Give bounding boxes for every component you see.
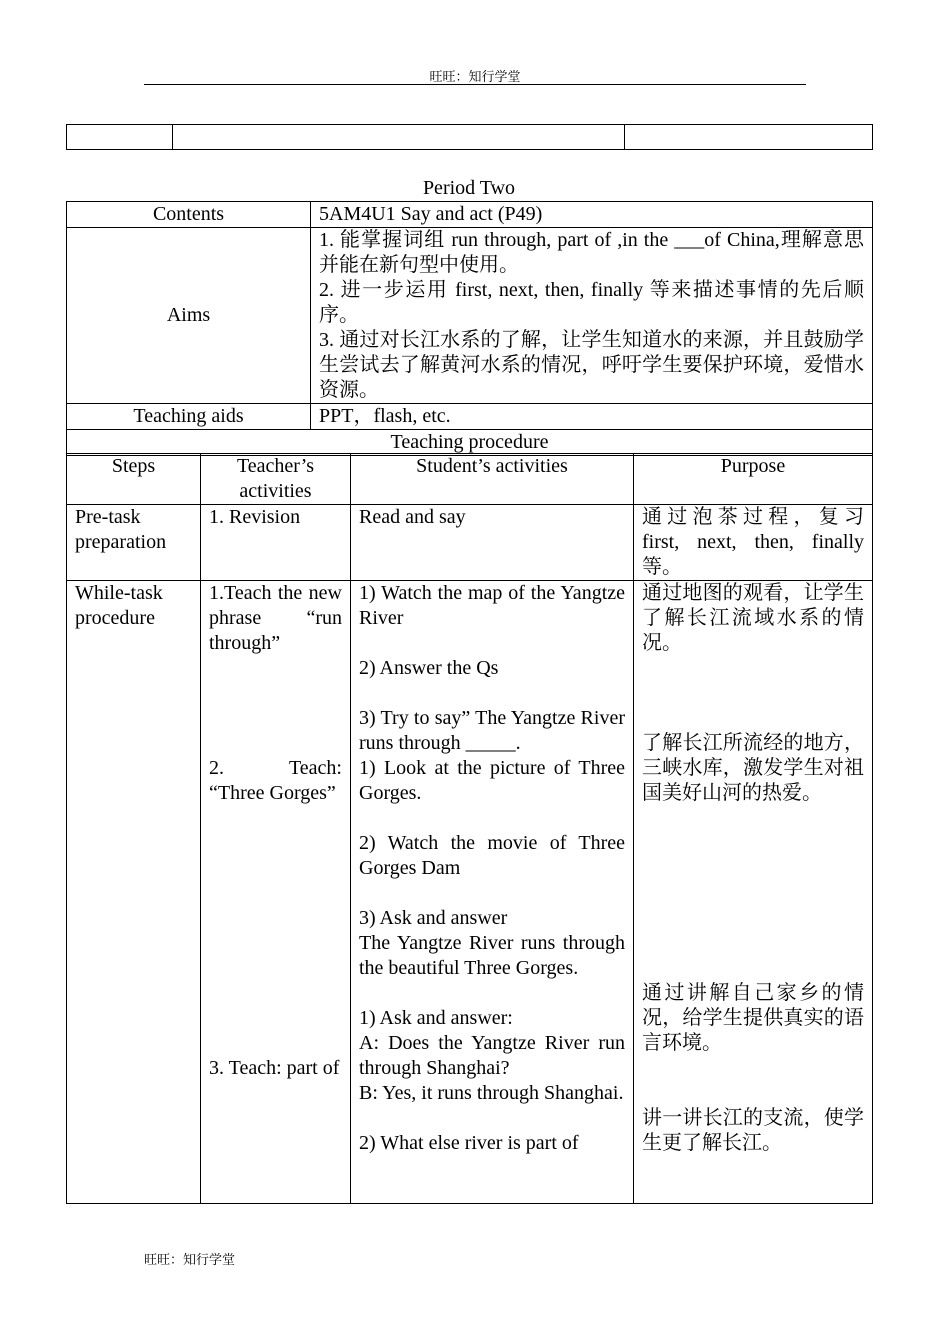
student-activity: 1) Watch the map of the Yangtze River — [359, 582, 625, 629]
while-teacher — [201, 581, 351, 1204]
empty-table — [66, 124, 873, 150]
empty-cell — [625, 125, 873, 150]
pre-teacher: 1. Revision — [201, 505, 351, 581]
aims-label: Aims — [67, 228, 311, 404]
purpose-2: 了解长江所流经的地方，三峡水库，激发学生对祖国美好山河的热爱。 — [642, 732, 864, 804]
contents-value: 5AM4U1 Say and act (P49) — [311, 202, 873, 228]
student-activity: 3) Ask and answer — [359, 907, 508, 929]
student-activity: 1) Ask and answer: — [359, 1007, 513, 1029]
student-activity: 1) Look at the picture of Three Gorges. — [359, 757, 625, 804]
student-activity: 3) Try to say” The Yangtze River runs through _____. — [359, 707, 625, 754]
pre-purpose: 通过泡茶过程，复习 first, next, then, finally 等。 — [634, 505, 873, 581]
while-student — [351, 581, 634, 1204]
student-activity: 2) What else river is part of — [359, 1132, 579, 1154]
period-title: Period Two — [422, 177, 516, 199]
teacher-activity-3: 3. Teach: part of — [209, 1057, 340, 1079]
purpose-4: 讲一讲长江的支流，使学生更了解长江。 — [642, 1107, 864, 1154]
page-footer: 旺旺：知行学堂 — [144, 1252, 236, 1267]
purpose-3: 通过讲解自己家乡的情况，给学生提供真实的语言环境。 — [642, 982, 864, 1054]
teacher-activity-2: 2. Teach: “Three Gorges” — [209, 757, 342, 804]
teacher-activity-1: 1.Teach the new phrase “run through” — [209, 582, 342, 654]
while-step: While-task procedure — [67, 581, 201, 1204]
aim-1: 1. 能掌握词组 run through, part of ,in the ___of China,理解意思并能在新句型中使用。 — [319, 229, 864, 276]
lesson-info-table — [66, 201, 873, 456]
aim-3: 3. 通过对长江水系的了解，让学生知道水的来源，并且鼓励学生尝试去了解黄河水系的情况，呼吁学生要保护环境，爱惜水资源。 — [319, 329, 864, 401]
procedure-table — [66, 453, 873, 1204]
page-header: 旺旺：知行学堂 — [429, 69, 521, 84]
pre-step: Pre-task preparation — [67, 505, 201, 581]
header-teacher: Teacher’s activities — [201, 454, 351, 505]
procedure-label: Teaching procedure — [67, 430, 873, 456]
contents-label: Contents — [67, 202, 311, 228]
header-student: Student’s activities — [351, 454, 634, 505]
student-activity: 2) Watch the movie of Three Gorges Dam — [359, 832, 625, 879]
aims-value — [311, 228, 873, 404]
while-purpose — [634, 581, 873, 1204]
empty-cell — [173, 125, 625, 150]
aim-2: 2. 进一步运用 first, next, then, finally 等来描述事情的先后顺序。 — [319, 279, 864, 326]
header-purpose: Purpose — [634, 454, 873, 505]
aids-label: Teaching aids — [67, 404, 311, 430]
student-activity: A: Does the Yangtze River run through Shanghai? — [359, 1032, 625, 1079]
header-steps: Steps — [67, 454, 201, 505]
aids-value: PPT，flash, etc. — [311, 404, 873, 430]
student-activity: B: Yes, it runs through Shanghai. — [359, 1082, 624, 1104]
header-rule — [144, 84, 806, 85]
empty-cell — [67, 125, 173, 150]
pre-student: Read and say — [351, 505, 634, 581]
student-activity: 2) Answer the Qs — [359, 657, 499, 679]
purpose-1: 通过地图的观看，让学生了解长江流域水系的情况。 — [642, 582, 864, 654]
student-activity: The Yangtze River runs through the beautiful Three Gorges. — [359, 932, 625, 979]
